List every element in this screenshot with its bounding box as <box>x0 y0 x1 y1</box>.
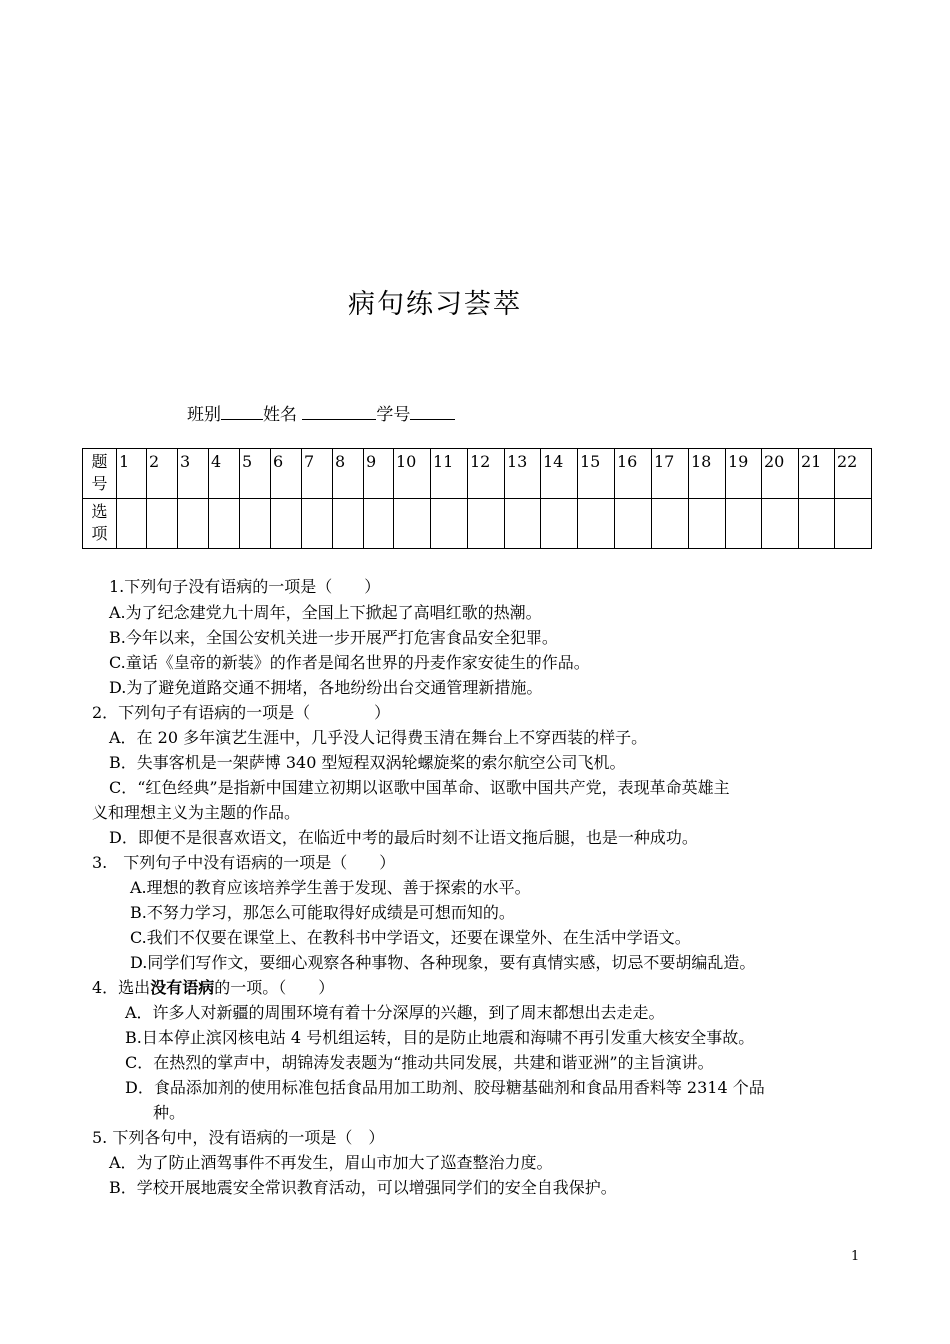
number-cell: 19 <box>726 449 762 499</box>
number-cell: 13 <box>505 449 541 499</box>
question-1-option-b: B.今年以来，全国公安机关进一步开展严打危害食品安全犯罪。 <box>109 628 558 647</box>
question-4-stem: 4．选出没有语病的一项。（ ） <box>92 978 335 997</box>
answer-cell[interactable] <box>762 499 799 549</box>
question-1-option-c: C.童话《皇帝的新装》的作者是闻名世界的丹麦作家安徒生的作品。 <box>109 653 590 672</box>
question-2-option-b: B．失事客机是一架萨博 340 型短程双涡轮螺旋桨的索尔航空公司飞机。 <box>109 753 626 772</box>
id-label: 学号 <box>376 405 411 425</box>
number-cell: 4 <box>209 449 240 499</box>
answer-cell[interactable] <box>178 499 209 549</box>
question-2-stem: 2．下列句子有语病的一项是（ ） <box>92 703 391 722</box>
question-1-stem: 1.下列句子没有语病的一项是（ ） <box>109 577 381 596</box>
answer-cell[interactable] <box>689 499 726 549</box>
number-cell: 11 <box>431 449 468 499</box>
number-cell: 10 <box>394 449 431 499</box>
number-cell: 22 <box>835 449 872 499</box>
question-2-option-d: D．即便不是很喜欢语文，在临近中考的最后时刻不让语文拖后腿，也是一种成功。 <box>109 828 698 847</box>
answer-cell[interactable] <box>726 499 762 549</box>
answer-cell[interactable] <box>615 499 652 549</box>
answer-cell[interactable] <box>271 499 302 549</box>
question-5-option-a: A．为了防止酒驾事件不再发生，眉山市加大了巡查整治力度。 <box>109 1153 553 1172</box>
question-2-option-c-cont: 义和理想主义为主题的作品。 <box>92 803 301 822</box>
answer-cell[interactable] <box>240 499 271 549</box>
answer-cell[interactable] <box>431 499 468 549</box>
id-blank <box>410 403 455 420</box>
name-label: 姓名 <box>263 405 297 425</box>
question-5-option-b: B．学校开展地震安全常识教育活动，可以增强同学们的安全自我保护。 <box>109 1178 617 1197</box>
answer-cell[interactable] <box>799 499 835 549</box>
number-cell: 14 <box>541 449 578 499</box>
number-cell: 1 <box>117 449 147 499</box>
name-blank <box>302 403 376 420</box>
question-4-option-d-cont: 种。 <box>153 1103 186 1122</box>
question-3-option-a: A.理想的教育应该培养学生善于发现、善于探索的水平。 <box>130 878 531 897</box>
class-blank <box>221 403 263 420</box>
number-cell: 6 <box>271 449 302 499</box>
number-cell: 20 <box>762 449 799 499</box>
page-number: 1 <box>851 1249 860 1264</box>
number-cell: 15 <box>578 449 615 499</box>
row-header-answer: 选 项 <box>83 499 117 549</box>
question-2-option-c: C．“红色经典”是指新中国建立初期以讴歌中国革命、讴歌中国共产党，表现革命英雄主 <box>109 778 730 797</box>
question-4-option-b: B.日本停止滨冈核电站 4 号机组运转，目的是防止地震和海啸不再引发重大核安全事故。 <box>125 1028 755 1047</box>
question-4-option-d: D．食品添加剂的使用标准包括食品用加工助剂、胶母糖基础剂和食品用香料等 2314 个品 <box>125 1078 765 1097</box>
class-label: 班别 <box>187 405 221 425</box>
question-1-option-a: A.为了纪念建党九十周年，全国上下掀起了高唱红歌的热潮。 <box>109 603 542 622</box>
number-cell: 16 <box>615 449 652 499</box>
answer-cell[interactable] <box>505 499 541 549</box>
question-2-option-a: A．在 20 多年演艺生涯中，几乎没人记得费玉清在舞台上不穿西装的样子。 <box>109 728 648 747</box>
question-4-emphasis: 没有语病 <box>150 978 215 997</box>
question-4-option-a: A．许多人对新疆的周围环境有着十分深厚的兴趣，到了周末都想出去走走。 <box>125 1003 665 1022</box>
row-header-question-number: 题 号 <box>83 449 117 499</box>
question-3-option-d: D.同学们写作文，要细心观察各种事物、各种现象，要有真情实感，切忌不要胡编乱造。 <box>130 953 756 972</box>
number-cell: 9 <box>364 449 394 499</box>
number-cell: 3 <box>178 449 209 499</box>
answer-cell[interactable] <box>468 499 505 549</box>
question-3-option-b: B.不努力学习，那怎么可能取得好成绩是可想而知的。 <box>130 903 515 922</box>
answer-cell[interactable] <box>209 499 240 549</box>
question-4-option-c: C．在热烈的掌声中，胡锦涛发表题为“推动共同发展，共建和谐亚洲”的主旨演讲。 <box>125 1053 714 1072</box>
answer-cell[interactable] <box>147 499 178 549</box>
number-cell: 12 <box>468 449 505 499</box>
number-cell: 17 <box>652 449 689 499</box>
answer-cell[interactable] <box>652 499 689 549</box>
number-cell: 2 <box>147 449 178 499</box>
page-title: 病句练习荟萃 <box>348 289 522 320</box>
student-info-line <box>187 400 455 425</box>
question-1-option-d: D.为了避免道路交通不拥堵，各地纷纷出台交通管理新措施。 <box>109 678 543 697</box>
answer-cell[interactable] <box>364 499 394 549</box>
answer-cell[interactable] <box>541 499 578 549</box>
number-cell: 18 <box>689 449 726 499</box>
answer-cell[interactable] <box>578 499 615 549</box>
question-3-option-c: C.我们不仅要在课堂上、在教科书中学语文，还要在课堂外、在生活中学语文。 <box>130 928 691 947</box>
answer-cell[interactable] <box>394 499 431 549</box>
number-cell: 5 <box>240 449 271 499</box>
answer-choice-row <box>83 499 872 549</box>
answer-cell[interactable] <box>302 499 333 549</box>
question-3-stem: 3. 下列句子中没有语病的一项是（ ） <box>92 853 396 872</box>
answer-cell[interactable] <box>117 499 147 549</box>
number-cell: 8 <box>333 449 364 499</box>
answer-cell[interactable] <box>333 499 364 549</box>
answer-cell[interactable] <box>835 499 872 549</box>
question-5-stem: 5. 下列各句中，没有语病的一项是（ ） <box>92 1128 385 1147</box>
number-cell: 21 <box>799 449 835 499</box>
question-number-row <box>83 449 872 499</box>
answer-table <box>82 448 872 549</box>
number-cell: 7 <box>302 449 333 499</box>
